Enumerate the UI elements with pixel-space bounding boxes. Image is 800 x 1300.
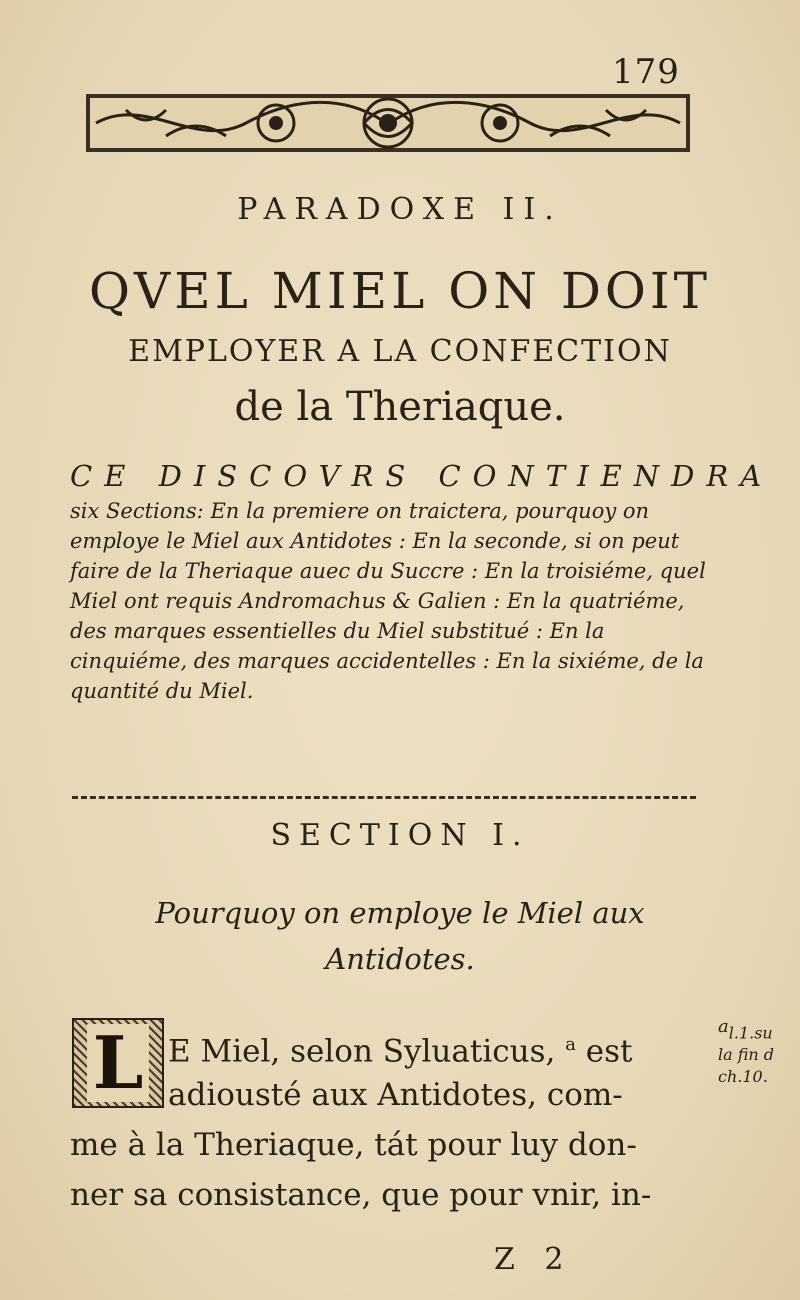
paradox-heading: PARADOXE II. <box>237 192 563 227</box>
chapter-argument <box>70 458 774 706</box>
section-subtitle-line-1: Pourquoy on employe le Miel aux <box>155 896 645 930</box>
body-line-3: me à la Theriaque, tát pour luy don- <box>70 1127 637 1163</box>
section-title: SECTION I. <box>270 818 530 853</box>
margin-note <box>718 1016 800 1088</box>
section-subtitle-line-2: Antidotes. <box>325 942 475 976</box>
body-line-1: E Miel, selon Syluaticus, $^a$ est <box>168 1033 633 1070</box>
chapter-title-line-2: EMPLOYER A LA CONFECTION <box>128 334 672 369</box>
body-text <box>70 1020 710 1220</box>
argument-head: CE DISCOVRS CONTIENDRA <box>70 459 774 493</box>
section-subtitle <box>90 890 710 982</box>
margin-note-line-3: ch.10. <box>718 1067 768 1087</box>
margin-note-line-1: al.1.su <box>718 1016 773 1043</box>
chapter-title-line-3: de la Theriaque. <box>234 384 566 430</box>
signature-mark: Z 2 <box>494 1242 574 1277</box>
body-line-2: adiousté aux Antidotes, com- <box>168 1077 623 1113</box>
margin-note-line-2: la fin d <box>718 1045 775 1065</box>
dropcap-letter: L <box>87 1024 150 1102</box>
ornamental-headpiece <box>86 90 690 156</box>
page-number: 179 <box>612 52 680 92</box>
note-marker: a <box>565 1034 576 1055</box>
body-line-4: ner sa consistance, que pour vnir, in- <box>70 1177 652 1213</box>
divider-rule <box>72 796 696 799</box>
chapter-title-line-1: QVEL MIEL ON DOIT <box>88 262 712 320</box>
argument-text: six Sections: En la premiere on traictera, pourquoy on employe le Miel aux Antidotes : En la seconde, si on peut faire de la Theriaque auec du Succre : En la troisiéme, quel Miel ont requis Andromachus & Galien : En la quatriéme, des marques essentielles du Miel substitué : En la cinquiéme, des marques accidentelles : En la sixiéme, de la quantité du Miel. <box>70 499 706 703</box>
